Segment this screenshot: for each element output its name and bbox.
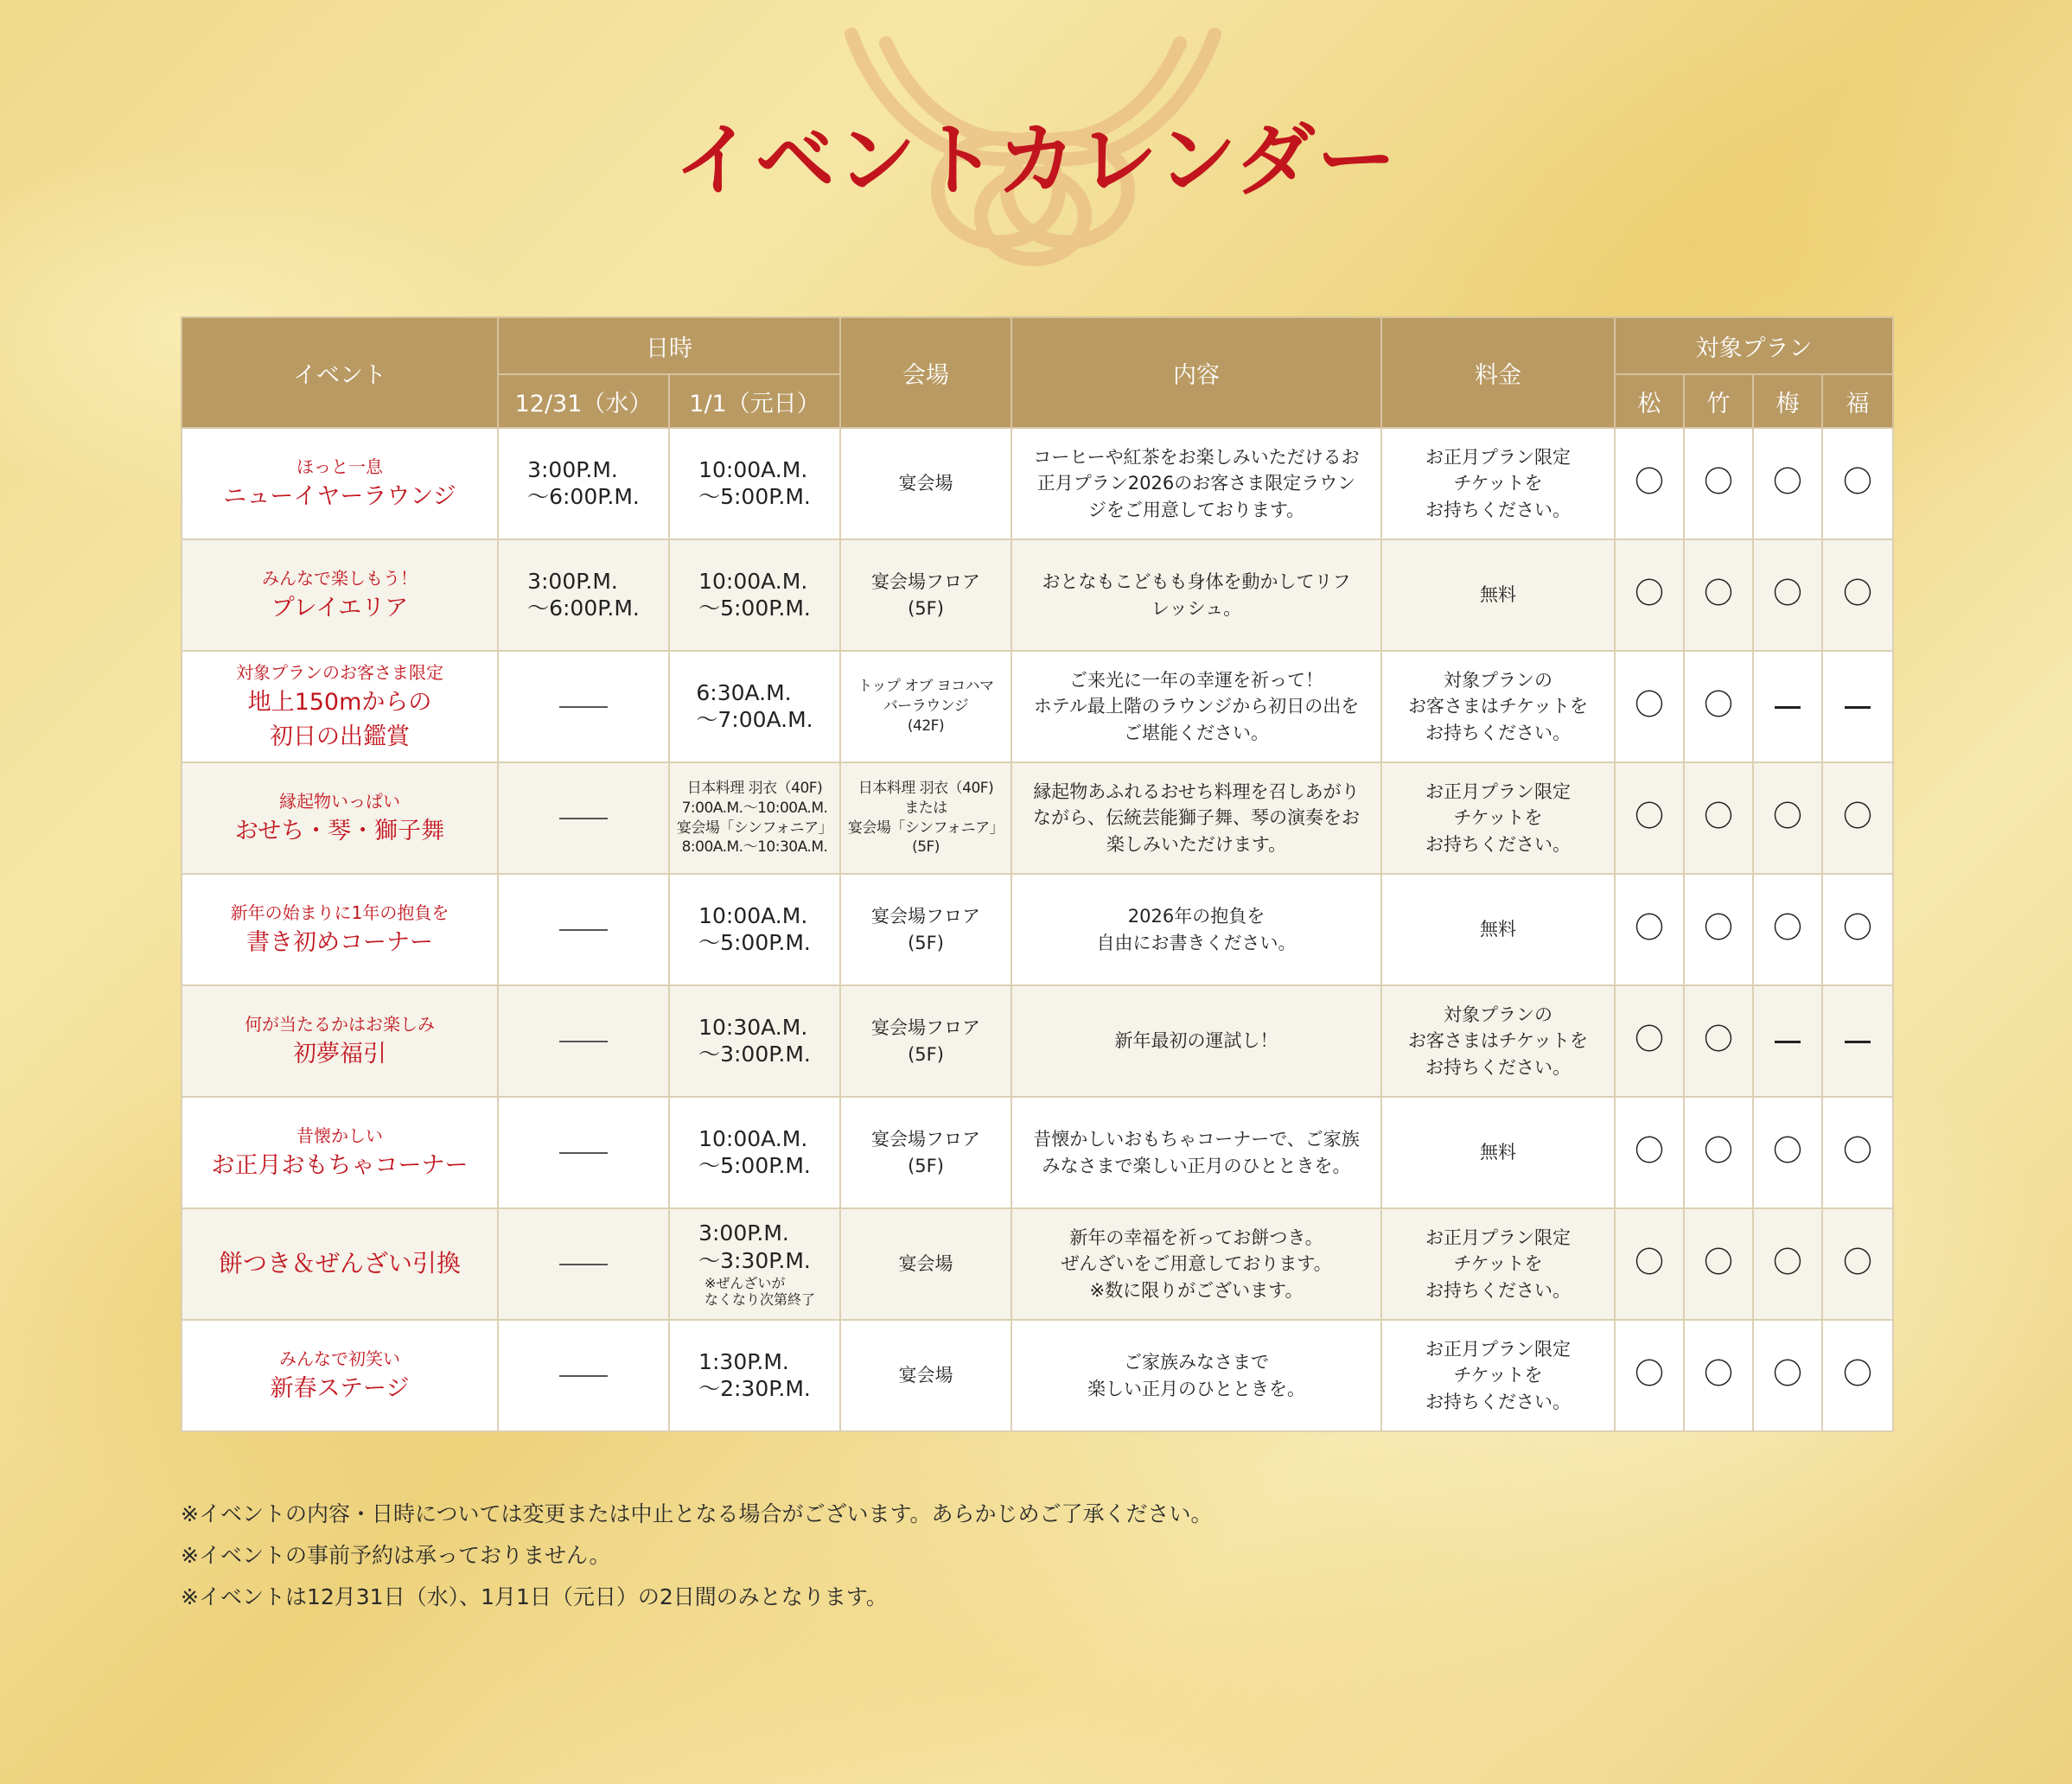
time-line: 10:00A.M.	[698, 902, 808, 928]
available-mark: 〇	[1704, 1023, 1733, 1058]
event-name: 新春ステージ	[270, 1374, 410, 1402]
content-line: 2026年の抱負を	[1127, 906, 1266, 927]
table-row	[182, 539, 1893, 651]
event-subtitle: ほっと一息	[296, 456, 383, 477]
fee-line: お正月プラン限定	[1425, 446, 1571, 468]
fee-cell	[1381, 651, 1615, 762]
time-note: なくなり次第終了	[704, 1291, 816, 1309]
fee-line: お客さまはチケットを	[1407, 1030, 1589, 1052]
venue-line: (42F)	[907, 717, 945, 735]
event-subtitle: 対象プランのお客さま限定	[236, 662, 443, 684]
dec31-time-cell	[498, 428, 669, 539]
venue-cell	[840, 1320, 1011, 1431]
fee-cell	[1381, 1208, 1615, 1320]
fee-cell	[1381, 1097, 1615, 1208]
content-line: 楽しい正月のひとときを。	[1087, 1378, 1305, 1399]
time-note: ※ぜんざいが	[704, 1275, 786, 1292]
plan-cell	[1684, 874, 1753, 985]
event-subtitle: みんなで初笑い	[279, 1348, 400, 1369]
page-title: イベントカレンダー	[673, 113, 1399, 207]
venue-cell	[840, 874, 1011, 985]
time-range	[698, 1348, 811, 1403]
fee-cell	[1381, 874, 1615, 985]
footnote: ※イベントの内容・日時については変更または中止となる場合がございます。あらかじめご了承ください。	[181, 1501, 1213, 1526]
dec31-time-cell	[498, 1097, 669, 1208]
time-line: 3:00P.M.	[527, 568, 618, 594]
fee-cell	[1381, 539, 1615, 651]
dec31-time-cell	[498, 762, 669, 874]
venue-line: (5F)	[908, 932, 944, 953]
header-event: イベント	[182, 317, 498, 428]
content-line: ご来光に一年の幸運を祈って！	[1069, 669, 1323, 691]
time-detail: 7:00A.M.～10:00A.M.	[681, 799, 828, 817]
available-mark: 〇	[1704, 800, 1733, 835]
plan-cell	[1753, 762, 1822, 874]
fee-line: チケットを	[1453, 1253, 1543, 1275]
venue-line: または	[904, 799, 947, 817]
plan-cell	[1684, 539, 1753, 651]
jan1-time-cell	[669, 1320, 840, 1431]
plan-cell	[1684, 1320, 1753, 1431]
available-mark: 〇	[1843, 800, 1872, 835]
time-range	[527, 568, 640, 622]
available-mark: 〇	[1773, 577, 1802, 612]
available-mark: 〇	[1635, 577, 1664, 612]
venue-line: 日本料理 羽衣（40F)	[857, 779, 994, 797]
time-line: ～5:00P.M.	[698, 1152, 811, 1178]
plan-cell	[1753, 874, 1822, 985]
fee-line: お正月プラン限定	[1425, 1226, 1571, 1248]
time-range	[698, 1014, 811, 1068]
event-cell	[182, 985, 498, 1097]
plan-cell	[1615, 428, 1684, 539]
event-calendar-table	[181, 316, 1894, 1432]
content-cell	[1011, 1097, 1381, 1208]
header-dec31: 12/31（水）	[498, 374, 669, 428]
content-line: ホテル最上階のラウンジから初日の出を	[1033, 696, 1360, 717]
available-mark: 〇	[1773, 911, 1802, 946]
event-name: 餅つき＆ぜんざい引換	[218, 1249, 461, 1278]
available-mark: 〇	[1635, 1134, 1664, 1169]
time-line: 3:00P.M.	[527, 456, 618, 482]
plan-cell	[1615, 1208, 1684, 1320]
event-cell	[182, 762, 498, 874]
venue-line: 宴会場フロア	[871, 1129, 980, 1150]
venue-line: (5F)	[908, 1043, 944, 1065]
plan-cell	[1615, 762, 1684, 874]
available-mark: 〇	[1635, 911, 1664, 946]
time-line: ～3:00P.M.	[698, 1041, 811, 1067]
time-line: ～6:00P.M.	[527, 483, 640, 509]
available-mark: 〇	[1773, 1134, 1802, 1169]
time-range	[527, 456, 640, 511]
time-range	[698, 1125, 811, 1180]
table-row	[182, 1320, 1893, 1431]
event-name: 地上150mからの	[247, 689, 432, 717]
content-line: 楽しみいただけます。	[1106, 833, 1287, 855]
venue-line: 宴会場フロア	[871, 1017, 980, 1039]
footnote: ※イベントの事前予約は承っておりません。	[181, 1543, 611, 1568]
header-plans: 対象プラン	[1615, 317, 1893, 374]
empty-dash	[559, 706, 608, 708]
available-mark: 〇	[1843, 577, 1872, 612]
plan-cell	[1822, 762, 1893, 874]
content-cell	[1011, 874, 1381, 985]
available-mark: 〇	[1773, 1246, 1802, 1281]
plan-cell	[1753, 539, 1822, 651]
plan-cell	[1822, 428, 1893, 539]
header-venue: 会場	[840, 317, 1011, 428]
dec31-time-cell	[498, 985, 669, 1097]
plan-cell	[1684, 428, 1753, 539]
venue-line: 宴会場	[898, 1365, 953, 1386]
time-line: ～2:30P.M.	[698, 1375, 811, 1401]
empty-dash	[559, 1264, 608, 1265]
jan1-time-cell	[669, 539, 840, 651]
venue-cell	[840, 1208, 1011, 1320]
fee-line: お持ちください。	[1425, 1391, 1571, 1412]
content-line: 縁起物あふれるおせち料理を召しあがり	[1033, 780, 1360, 802]
time-line: 1:30P.M.	[698, 1348, 789, 1374]
fee-line: お持ちください。	[1425, 499, 1571, 520]
fee-line: お持ちください。	[1425, 1056, 1571, 1078]
plan-cell	[1753, 651, 1822, 762]
header-fee: 料金	[1381, 317, 1615, 428]
content-line: ※数に限りがございます。	[1089, 1279, 1304, 1301]
fee-line: お正月プラン限定	[1425, 1338, 1571, 1360]
fee-line: 無料	[1480, 1142, 1516, 1163]
available-mark: 〇	[1773, 800, 1802, 835]
not-available-dash	[1845, 706, 1871, 709]
fee-line: お持ちください。	[1425, 833, 1571, 855]
header-datetime: 日時	[498, 317, 840, 374]
empty-dash	[559, 929, 608, 931]
fee-cell	[1381, 428, 1615, 539]
plan-cell	[1822, 1097, 1893, 1208]
table-row	[182, 1208, 1893, 1320]
event-cell	[182, 1208, 498, 1320]
dec31-time-cell	[498, 1208, 669, 1320]
event-subtitle: 何が当たるかはお楽しみ	[245, 1013, 435, 1035]
time-line: 3:00P.M.	[698, 1220, 789, 1246]
time-line: 10:30A.M.	[698, 1014, 808, 1040]
event-name: お正月おもちゃコーナー	[211, 1151, 469, 1179]
not-available-dash	[1845, 1041, 1871, 1043]
table-body	[182, 428, 1893, 1431]
table-row	[182, 762, 1893, 874]
plan-cell	[1684, 985, 1753, 1097]
event-subtitle: みんなで楽しもう！	[262, 567, 418, 589]
event-name: ニューイヤーラウンジ	[223, 482, 456, 510]
event-name: プレイエリア	[271, 594, 409, 621]
content-cell	[1011, 1208, 1381, 1320]
time-line: 10:00A.M.	[698, 456, 808, 482]
jan1-time-cell	[669, 1208, 840, 1320]
content-cell	[1011, 539, 1381, 651]
empty-dash	[559, 1152, 608, 1154]
dec31-time-cell	[498, 874, 669, 985]
fee-cell	[1381, 762, 1615, 874]
event-name: 書き初めコーナー	[246, 928, 433, 956]
empty-dash	[559, 1041, 608, 1042]
venue-line: トップ オブ ヨコハマ	[857, 678, 994, 696]
time-line: 6:30A.M.	[696, 679, 792, 705]
venue-line: 宴会場フロア	[871, 571, 980, 593]
available-mark: 〇	[1704, 1357, 1733, 1392]
plan-cell	[1615, 539, 1684, 651]
fee-line: 無料	[1480, 919, 1516, 940]
header-plan-fuku: 福	[1822, 374, 1893, 428]
time-line: ～5:00P.M.	[698, 595, 811, 621]
fee-line: チケットを	[1453, 473, 1543, 494]
content-line: 新年の幸福を祈ってお餅つき。	[1069, 1226, 1323, 1248]
event-cell	[182, 874, 498, 985]
content-cell	[1011, 985, 1381, 1097]
venue-cell	[840, 985, 1011, 1097]
plan-cell	[1615, 1320, 1684, 1431]
event-cell	[182, 1320, 498, 1431]
plan-cell	[1822, 1208, 1893, 1320]
available-mark: 〇	[1843, 1246, 1872, 1281]
venue-line: バーラウンジ	[883, 698, 969, 716]
not-available-dash	[1775, 706, 1801, 709]
dec31-time-cell	[498, 1320, 669, 1431]
available-mark: 〇	[1635, 465, 1664, 500]
available-mark: 〇	[1843, 1357, 1872, 1392]
time-range	[696, 679, 813, 734]
time-range	[698, 1220, 811, 1274]
time-line: ～5:00P.M.	[698, 929, 811, 955]
jan1-time-cell	[669, 428, 840, 539]
content-line: ジをご用意しております。	[1087, 499, 1305, 520]
jan1-time-cell	[669, 762, 840, 874]
table-row	[182, 874, 1893, 985]
event-cell	[182, 651, 498, 762]
not-available-dash	[1775, 1041, 1801, 1043]
plan-cell	[1684, 1097, 1753, 1208]
plan-cell	[1753, 428, 1822, 539]
plan-cell	[1753, 1208, 1822, 1320]
event-subtitle: 新年の始まりに1年の抱負を	[230, 902, 449, 923]
content-line: 昔懐かしいおもちゃコーナーで、ご家族	[1033, 1129, 1360, 1150]
content-line: ご家族みなさまで	[1124, 1352, 1269, 1373]
available-mark: 〇	[1704, 577, 1733, 612]
available-mark: 〇	[1635, 800, 1664, 835]
event-name: おせち・琴・獅子舞	[234, 817, 445, 844]
content-line: おとなもこどもも身体を動かしてリフ	[1042, 571, 1351, 593]
table-row	[182, 985, 1893, 1097]
available-mark: 〇	[1635, 1246, 1664, 1281]
time-line: ～6:00P.M.	[527, 595, 640, 621]
plan-cell	[1822, 539, 1893, 651]
time-detail: 日本料理 羽衣（40F)	[686, 779, 823, 797]
time-line: 10:00A.M.	[698, 1125, 808, 1151]
plan-cell	[1615, 985, 1684, 1097]
plan-cell	[1822, 1320, 1893, 1431]
venue-line: 宴会場フロア	[871, 906, 980, 927]
content-line: 自由にお書きください。	[1096, 932, 1297, 953]
time-range	[698, 902, 811, 957]
content-line: コーヒーや紅茶をお楽しみいただけるお	[1033, 446, 1360, 468]
dec31-time-cell	[498, 539, 669, 651]
content-cell	[1011, 651, 1381, 762]
venue-line: 宴会場	[898, 473, 953, 494]
header-plan-matsu: 松	[1615, 374, 1684, 428]
jan1-time-cell	[669, 874, 840, 985]
venue-line: (5F)	[912, 838, 940, 857]
time-line: ～7:00A.M.	[696, 706, 813, 732]
content-line: 新年最初の運試し！	[1114, 1030, 1278, 1052]
plan-cell	[1822, 651, 1893, 762]
available-mark: 〇	[1635, 1357, 1664, 1392]
plan-cell	[1822, 874, 1893, 985]
plan-cell	[1684, 651, 1753, 762]
fee-line: 対象プランの	[1444, 1004, 1552, 1025]
available-mark: 〇	[1843, 911, 1872, 946]
time-range	[698, 456, 811, 511]
event-cell	[182, 539, 498, 651]
venue-line: (5F)	[908, 1155, 944, 1176]
event-subtitle: 昔懐かしい	[296, 1125, 383, 1146]
available-mark: 〇	[1704, 1246, 1733, 1281]
fee-line: 対象プランの	[1444, 669, 1552, 691]
content-line: 正月プラン2026のお客さま限定ラウン	[1036, 473, 1356, 494]
event-cell	[182, 428, 498, 539]
fee-line: お正月プラン限定	[1425, 780, 1571, 802]
table-row	[182, 1097, 1893, 1208]
plan-cell	[1684, 1208, 1753, 1320]
time-line: ～3:30P.M.	[698, 1247, 811, 1273]
jan1-time-cell	[669, 651, 840, 762]
header-jan1: 1/1（元日）	[669, 374, 840, 428]
content-cell	[1011, 762, 1381, 874]
fee-line: 無料	[1480, 584, 1516, 606]
event-name: 初夢福引	[293, 1040, 386, 1067]
fee-line: お持ちください。	[1425, 722, 1571, 743]
fee-line: お持ちください。	[1425, 1279, 1571, 1301]
available-mark: 〇	[1843, 465, 1872, 500]
time-line: 10:00A.M.	[698, 568, 808, 594]
plan-cell	[1684, 762, 1753, 874]
event-cell	[182, 1097, 498, 1208]
jan1-time-cell	[669, 985, 840, 1097]
fee-line: お客さまはチケットを	[1407, 696, 1589, 717]
available-mark: 〇	[1704, 688, 1733, 723]
jan1-time-cell	[669, 1097, 840, 1208]
content-line: レッシュ。	[1151, 597, 1242, 619]
content-line: ご堪能ください。	[1124, 722, 1269, 743]
available-mark: 〇	[1704, 465, 1733, 500]
content-line: ぜんざいをご用意しております。	[1061, 1253, 1332, 1275]
time-range	[698, 568, 811, 622]
fee-cell	[1381, 1320, 1615, 1431]
venue-cell	[840, 651, 1011, 762]
footnote: ※イベントは12月31日（水）、1月1日（元日）の2日間のみとなります。	[181, 1584, 888, 1609]
venue-line: 宴会場「シンフォニア」	[847, 819, 1004, 837]
plan-cell	[1753, 1320, 1822, 1431]
plan-cell	[1753, 1097, 1822, 1208]
content-line: みなさまで楽しい正月のひとときを。	[1042, 1155, 1351, 1176]
fee-cell	[1381, 985, 1615, 1097]
available-mark: 〇	[1635, 688, 1664, 723]
table-row	[182, 428, 1893, 539]
venue-line: 宴会場	[898, 1253, 953, 1275]
footnotes	[181, 1494, 1212, 1618]
time-detail: 宴会場「シンフォニア」	[676, 819, 833, 837]
venue-cell	[840, 539, 1011, 651]
time-line: ～5:00P.M.	[698, 483, 811, 509]
header-content: 内容	[1011, 317, 1381, 428]
dec31-time-cell	[498, 651, 669, 762]
available-mark: 〇	[1843, 1134, 1872, 1169]
time-detail: 8:00A.M.～10:30A.M.	[681, 838, 828, 857]
plan-cell	[1753, 985, 1822, 1097]
available-mark: 〇	[1773, 1357, 1802, 1392]
event-subtitle: 縁起物いっぱい	[279, 790, 400, 812]
plan-cell	[1615, 1097, 1684, 1208]
empty-dash	[559, 818, 608, 819]
venue-cell	[840, 428, 1011, 539]
fee-line: チケットを	[1453, 1365, 1543, 1386]
content-line: ながら、伝統芸能獅子舞、琴の演奏をお	[1033, 807, 1360, 829]
header-plan-take: 竹	[1684, 374, 1753, 428]
fee-line: チケットを	[1453, 807, 1543, 829]
plan-cell	[1822, 985, 1893, 1097]
content-cell	[1011, 1320, 1381, 1431]
header-plan-ume: 梅	[1753, 374, 1822, 428]
plan-cell	[1615, 651, 1684, 762]
available-mark: 〇	[1635, 1023, 1664, 1058]
available-mark: 〇	[1704, 911, 1733, 946]
event-name: 初日の出鑑賞	[270, 723, 410, 750]
plan-cell	[1615, 874, 1684, 985]
available-mark: 〇	[1704, 1134, 1733, 1169]
venue-cell	[840, 1097, 1011, 1208]
empty-dash	[559, 1375, 608, 1377]
venue-line: (5F)	[908, 597, 944, 619]
table-row	[182, 651, 1893, 762]
content-cell	[1011, 428, 1381, 539]
venue-cell	[840, 762, 1011, 874]
available-mark: 〇	[1773, 465, 1802, 500]
